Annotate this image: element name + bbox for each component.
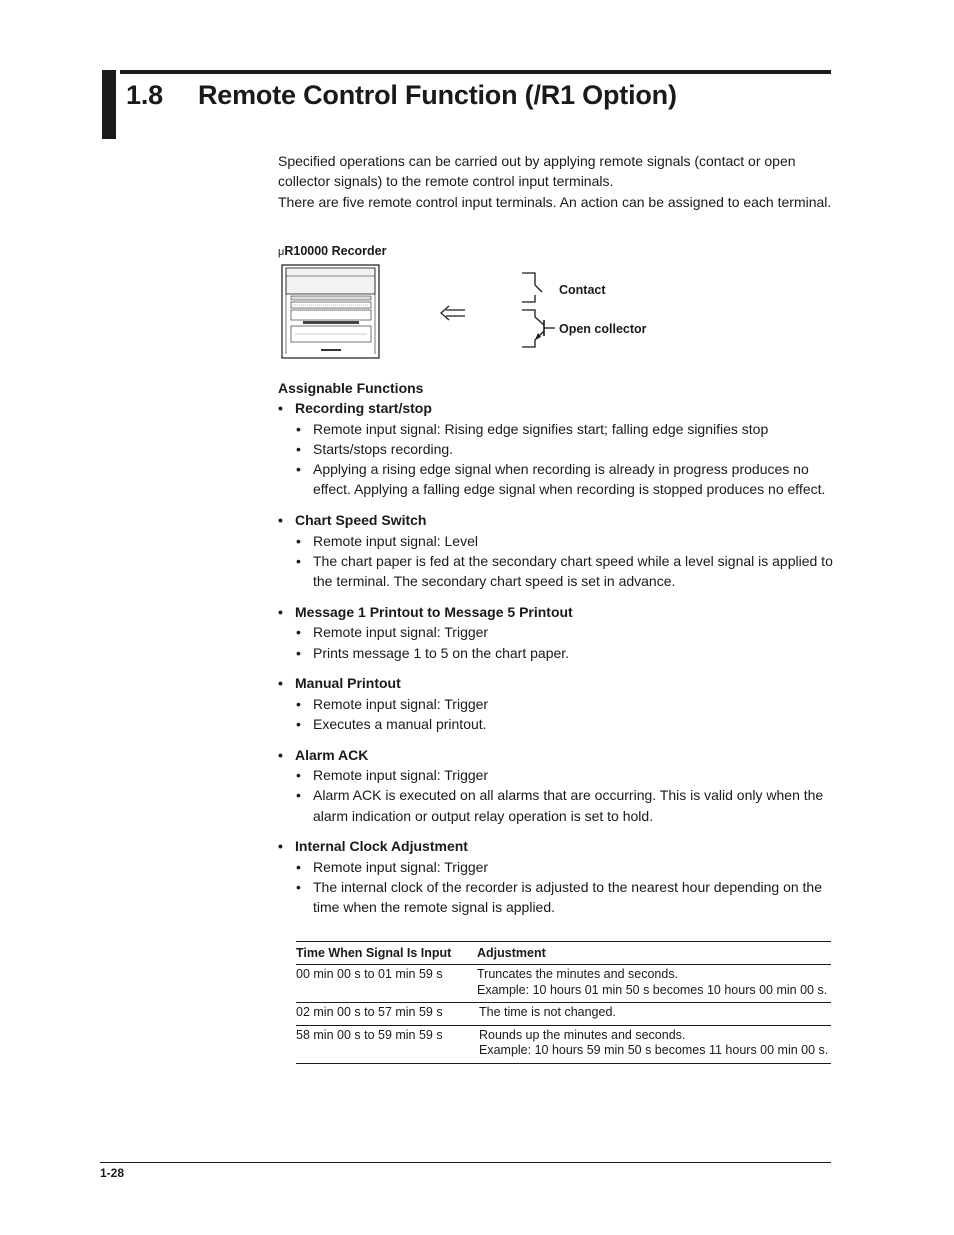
transistor-icon: [522, 310, 555, 347]
remote-signal-circuit: [515, 270, 555, 350]
function-name: Alarm ACK: [295, 746, 369, 763]
bullet-icon: •: [278, 838, 283, 855]
function-name: Message 1 Printout to Message 5 Printout: [295, 603, 573, 620]
intro-paragraph: Specified operations can be carried out by applying remote signals (contact or open collector signals) to the remote control input terminals.: [278, 153, 796, 190]
function-group: [278, 836, 838, 917]
bullet-icon: •: [296, 624, 301, 641]
function-detail: Applying a rising edge signal when recording is already in progress produces no effect. Applying a falling edge signal when recording is stopped produces no effect.: [313, 461, 826, 498]
function-detail: Remote input signal: Trigger: [313, 767, 489, 784]
function-detail: The chart paper is fed at the secondary chart speed while a level signal is applied to the terminal. The secondary chart speed is set in advance.: [313, 552, 833, 590]
adjustment-text: Truncates the minutes and seconds.: [477, 967, 679, 981]
figure-title-text: R10000 Recorder: [284, 244, 387, 258]
bullet-icon: •: [296, 879, 301, 896]
bullet-icon: •: [296, 767, 301, 784]
function-detail: Executes a manual printout.: [313, 715, 487, 732]
adjustment-example: Example: 10 hours 01 min 50 s becomes 10 hours 00 min 00 s.: [477, 982, 828, 997]
intro-paragraph: There are five remote control input terminals. An action can be assigned to each terminal.: [278, 193, 832, 210]
adjustment-cell: [477, 1003, 831, 1026]
bullet-icon: •: [296, 552, 301, 569]
clock-adjustment-table: [296, 941, 831, 1064]
adjustment-text: The time is not changed.: [479, 1005, 616, 1019]
function-detail: The internal clock of the recorder is adjusted to the nearest hour depending on the time when the remote signal is applied.: [313, 879, 822, 916]
bullet-icon: •: [278, 400, 283, 417]
table-row: [296, 1003, 831, 1026]
bullet-icon: •: [278, 603, 283, 620]
function-name: Recording start/stop: [295, 400, 432, 417]
function-detail: Remote input signal: Trigger: [313, 695, 489, 712]
contact-switch-icon: [522, 273, 542, 302]
bullet-icon: •: [296, 715, 301, 732]
figure-title-prefix: μ: [278, 246, 285, 258]
bullet-icon: •: [296, 695, 301, 712]
function-detail: Remote input signal: Level: [313, 532, 478, 549]
function-group: [278, 510, 838, 591]
arrow-left-icon: [440, 305, 466, 321]
bullet-icon: •: [296, 440, 301, 457]
bullet-icon: •: [296, 461, 301, 478]
open-collector-label: Open collector: [559, 322, 647, 336]
function-group: [278, 745, 838, 826]
table-row: [296, 965, 831, 1003]
function-group: [278, 398, 838, 499]
function-detail: Remote input signal: Trigger: [313, 624, 489, 641]
bullet-icon: •: [296, 420, 301, 437]
adjustment-cell: [477, 965, 831, 1003]
function-detail: Remote input signal: Rising edge signifies start; falling edge signifies stop: [313, 420, 769, 437]
adjustment-cell: [477, 1025, 831, 1063]
table-header-row: [296, 942, 831, 965]
bullet-icon: •: [278, 675, 283, 692]
bullet-icon: •: [296, 787, 301, 804]
time-cell: 02 min 00 s to 57 min 59 s: [296, 1003, 477, 1026]
bullet-icon: •: [296, 858, 301, 875]
functions-title: Assignable Functions: [278, 380, 424, 396]
contact-label: Contact: [559, 283, 606, 297]
table-header: Adjustment: [477, 942, 831, 965]
table-header: Time When Signal Is Input: [296, 942, 477, 965]
time-cell: 00 min 00 s to 01 min 59 s: [296, 965, 477, 1003]
footer-rule: [100, 1162, 831, 1163]
bullet-icon: •: [278, 746, 283, 763]
bullet-icon: •: [278, 512, 283, 529]
function-detail: Remote input signal: Trigger: [313, 858, 489, 875]
assignable-functions: [278, 378, 838, 918]
section-title: Remote Control Function (/R1 Option): [198, 80, 677, 110]
function-name: Internal Clock Adjustment: [295, 838, 468, 855]
function-group: [278, 602, 838, 663]
section-number: 1.8: [126, 80, 163, 110]
section-marker-bar: [102, 70, 116, 139]
function-detail: Prints message 1 to 5 on the chart paper.: [313, 644, 570, 661]
adjustment-text: Rounds up the minutes and seconds.: [479, 1027, 686, 1042]
table-row: [296, 1025, 831, 1063]
function-name: Manual Printout: [295, 675, 401, 692]
function-detail: Alarm ACK is executed on all alarms that are occurring. This is valid only when the alarm indication or output relay operation is set to hold.: [313, 787, 824, 824]
section-heading: [126, 80, 677, 111]
bullet-icon: •: [296, 532, 301, 549]
time-cell: 58 min 00 s to 59 min 59 s: [296, 1025, 477, 1063]
figure-title: [278, 244, 387, 258]
intro-text: [278, 151, 838, 212]
function-name: Chart Speed Switch: [295, 512, 427, 529]
adjustment-example: Example: 10 hours 59 min 50 s becomes 11 hours 00 min 00 s.: [479, 1043, 829, 1057]
recorder-illustration: [281, 264, 381, 360]
bullet-icon: •: [296, 644, 301, 661]
page-number: 1-28: [100, 1166, 125, 1180]
function-group: [278, 673, 838, 734]
header-rule: [120, 70, 831, 74]
function-detail: Starts/stops recording.: [313, 440, 454, 457]
